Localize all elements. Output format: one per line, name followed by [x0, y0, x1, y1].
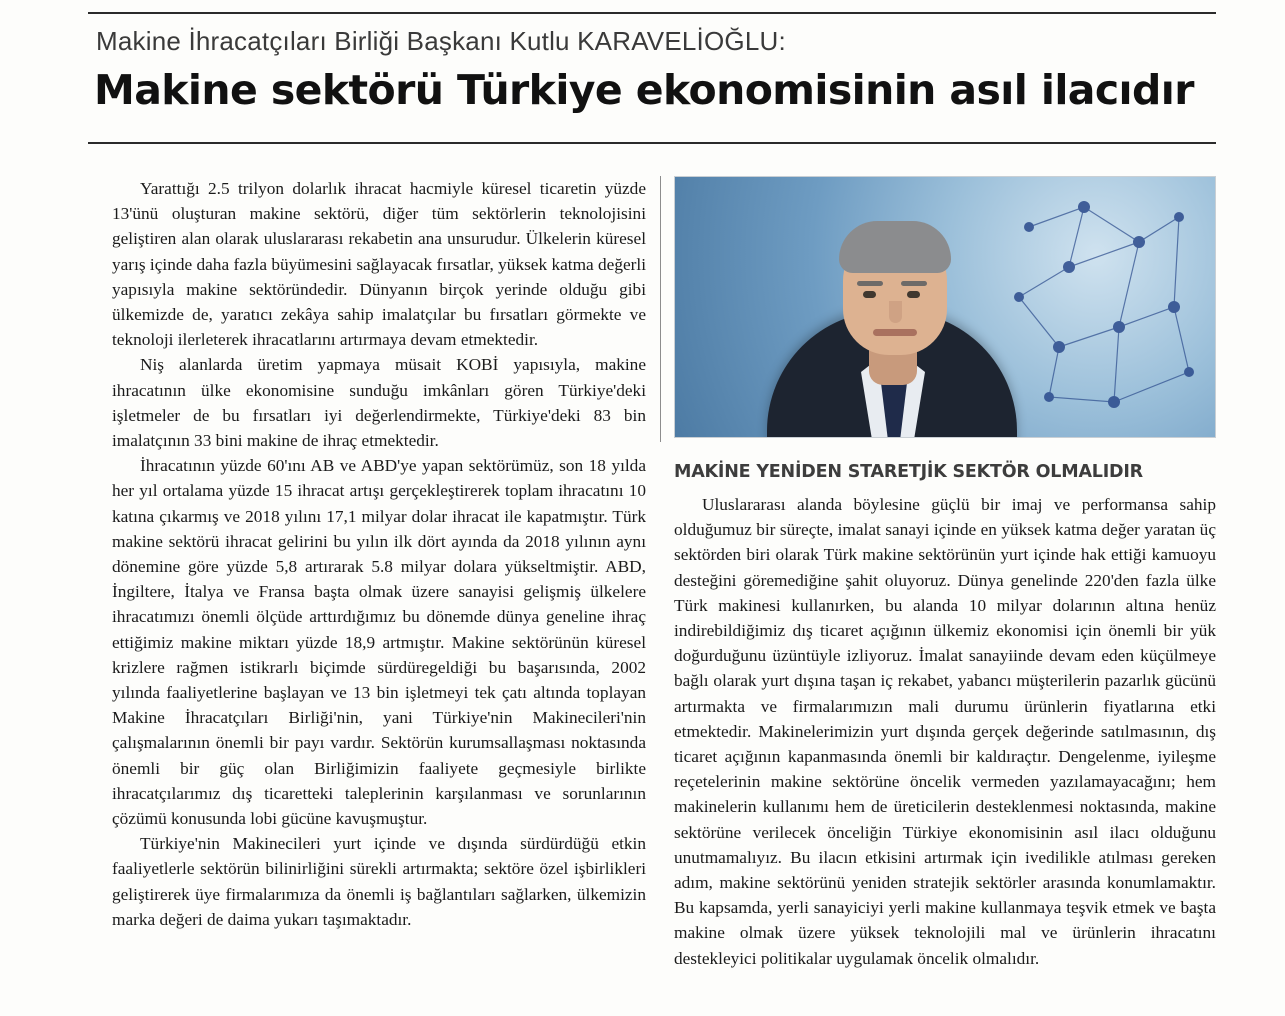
portrait-hair [839, 221, 951, 273]
portrait-photo [674, 176, 1216, 438]
page-title: Makine sektörü Türkiye ekonomisinin asıl ilacıdır [94, 66, 1194, 114]
left-column [112, 176, 646, 932]
portrait-eyebrow-left [857, 281, 883, 286]
paragraph: Türkiye'nin Makinecileri yurt içinde ve dışında sürdürdüğü etkin faaliyetlerle sektörün bilinirliğini sürekli artırmakta; sektöre özel işbirlikleri geliştirerek üye firmalarımıza da önemli iş bağlantıları sağlarken, ülkemizin marka değeri de daima yukarı taşımaktadır. [112, 834, 646, 929]
portrait-eye-right [907, 291, 920, 298]
column-divider [660, 176, 661, 442]
article-kicker: Makine İhracatçıları Birliği Başkanı Kutlu KARAVELİOĞLU: [96, 26, 786, 56]
top-divider-rule [88, 12, 1216, 14]
molecule-graphic-icon [989, 187, 1209, 427]
portrait-nose [889, 301, 902, 323]
portrait-eyebrow-right [901, 281, 927, 286]
paragraph: Niş alanlarda üretim yapmaya müsait KOBİ yapısıyla, makine ihracatının ülke ekonomisine sunduğu imkânları gören Türkiye'deki işletmeler de bu fırsatları iyi değerlendirmekte, Türkiye'deki 83 bin imalatçının 33 bini makine de ihraç etmektedir. [112, 355, 646, 451]
paragraph: Yarattığı 2.5 trilyon dolarlık ihracat hacmiyle küresel ticaretin yüzde 13'ünü oluşturan makine sektörü, diğer tüm sektörlerin teknolojisini geliştiren alan olarak uluslararası rekabetin ana unsurudur. Ülkelerin küresel yarış içinde daha fazla büyümesini sağlayacak fırsatlar, yüksek katma değerli yapısıyla makine sektöründedir. Dünyanın birçok yerinde olduğu gibi ülkemizde de, yaratıcı zekâya sahip imalatçılar bu fırsatları görmekte ve teknoloji ilerleterek ihracatlarını artırmaya devam etmektedir. [112, 179, 646, 350]
paragraph: İhracatının yüzde 60'ını AB ve ABD'ye yapan sektörümüz, son 18 yılda her yıl ortalama yüzde 15 ihracat artışı gerçekleştirerek toplam ihracatını 10 katına çıkarmış ve 2018 yılını 17,1 milyar dolar ihracat ile kapatmıştır. Türk makine sektörü ihracat gelirini bu yılın ilk dört ayında da 2018 yılının aynı dönemine göre yüzde 5,8 artırarak 5.8 milyar dolara yükseltmiştir. ABD, İngiltere, İtalya ve Fransa başta olmak üzere sanayisi gelişmiş ülkelere ihracatımızı önemli ölçüde arttırdığımız bu dönemde dünya geneline ihraç ettiğimiz makine miktarı yüzde 18,9 artmıştır. Makine sektörünün küresel krizlere rağmen istikrarlı biçimde sürdüregeldiği bu başarısında, 2002 yılında faaliyetlerine başlayan ve 13 bin işletmeyi tek çatı altında toplayan Makine İhracatçıları Birliği'nin, yani Türkiye'nin Makinecileri'nin çalışmalarının önemli bir payı vardır. Sektörün kurumsallaşması noktasında önemli bir güç olan Birliğimizin faaliyete geçmesiyle birlikte ihracatçılarımız dış ticaretteki taleplerinin karşılanması ve sorunlarının çözümü konusunda lobi gücüne kavuşmuştur. [112, 456, 646, 829]
paragraph: Uluslararası alanda böylesine güçlü bir imaj ve performansa sahip olduğumuz bir süreçte, imalat sanayi içinde en yüksek katma değer yaratan üç sektörden biri olarak Türk makine sektörünün yurt içinde hak ettiği kamuoyu desteğini göremediğine şahit oluyoruz. Dünya genelinde 220'den fazla ülke Türk makinesi kullanırken, bu alanda 10 milyar dolarının altına henüz indirebildiğimiz dış ticaret açığının ülkemiz ekonomisi için önemli bir yük doğurduğunu üzüntüyle izliyoruz. İmalat sanayiinde devam eden küçülmeye bağlı olarak yurt dışına taşan iç rekabet, yabancı müşterilerin pazarlık gücünü artırmakta ve firmalarımızın mali durumu ürünlerin fiyatlarına etki etmektedir. Makinelerimizin yurt dışında gerçek değerinde satılmasının, dış ticaret açığının kapanmasında önemli bir kaldıraçtır. Dengelenme, iyileşme reçetelerinin makine sektörüne öncelik vermeden yazılamayacağını; hem makinelerin kullanımı hem de üreticilerin desteklenmesi noktasında, makine sektörüne verilecek önceliğin Türkiye ekonomisinin asıl ilacı olduğunu unutmamalıyız. Bu ilacın etkisini artırmak için ivedilikle atılması gereken adım, makine sektörünü yeniden stratejik sektörler arasında konumlamaktır. Bu kapsamda, yerli sanayiciyi yerli makine kullanmaya teşvik etmek ve başta makine olmak üzere yüksek teknolojili mal ve ürünlerin ihracatını destekleyici politikalar uygulamak öncelik olmalıdır. [674, 495, 1216, 968]
right-column [674, 492, 1216, 971]
portrait-eye-left [863, 291, 876, 298]
portrait-mouth [873, 329, 917, 336]
headline-divider-rule [88, 142, 1216, 144]
section-subheading: MAKİNE YENİDEN STARETJİK SEKTÖR OLMALIDIR [674, 462, 1143, 482]
